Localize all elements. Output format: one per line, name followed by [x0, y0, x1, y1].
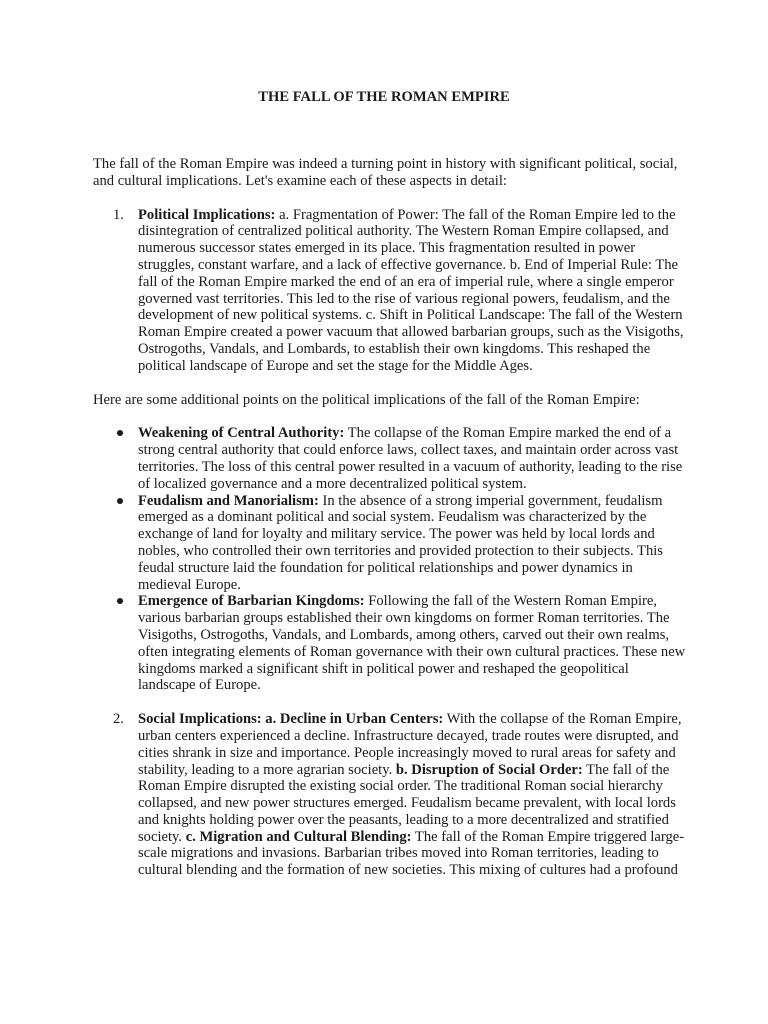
bullet-heading: Weakening of Central Authority: [138, 425, 345, 442]
document-body [93, 156, 688, 879]
bullet-text: Following the fall of the Western Roman Empire, various barbarian groups established their own kingdoms on former Roman territories. The Visigoths, Ostrogoths, Vandals, and Lombards, among others, carved out their own realms, often integrating elements of Roman governance with their own cultural practices. These new kingdoms marked a significant shift in political power and reshaped the geopolitical landscape of Europe. [138, 593, 686, 694]
bullet-heading: Emergence of Barbarian Kingdoms: [138, 593, 365, 610]
political-implications-item [93, 207, 688, 375]
item-text: a. Fragmentation of Power: The fall of the Roman Empire led to the disintegration of centralized political authority. The Western Roman Empire collapsed, and numerous successor states emerged in its place. This fragmentation resulted in power struggles, constant warfare, and a lack of effective governance. b. End of Imperial Rule: The fall of the Roman Empire marked the end of an era of imperial rule, where a single emperor governed vast territories. This led to the rise of various regional powers, feudalism, and the development of new political systems. c. Shift in Political Landscape: The fall of the Western Roman Empire created a power vacuum that allowed barbarian groups, such as the Visigoths, Ostrogoths, Vandals, and Lombards, to establish their own kingdoms. This reshaped the political landscape of Europe and set the stage for the Middle Ages. [138, 206, 684, 374]
item-heading: Social Implications: a. Decline in Urban Centers: [138, 711, 444, 728]
bullet-text: In the absence of a strong imperial government, feudalism emerged as a dominant political and social system. Feudalism was characterized by the exchange of land for loyalty and military service. The power was held by local lords and nobles, who controlled their own territories and provided protection to their subjects. This feudal structure laid the foundation for political relationships and power dynamics in medieval Europe. [138, 492, 663, 593]
bullet-item-barbarian-kingdoms [93, 593, 688, 694]
item-text: The fall of the Roman Empire triggered large-scale migrations and invasions. Barbarian tribes moved into Roman territories, leading to cultural blending and the formation of new societies. This mixing of cultures had a profound [138, 828, 685, 879]
item-heading: Political Implications: [138, 206, 276, 223]
bullet-item-central-authority [93, 425, 688, 492]
item-text: The fall of the Roman Empire disrupted the existing social order. The traditional Roman social hierarchy collapsed, and new power structures emerged. Feudalism became prevalent, with local lords and knights holding power over the peasants, leading to a more decentralized and stratified society. [138, 761, 676, 845]
bullet-dot-icon [117, 430, 123, 436]
item-subheading: b. Disruption of Social Order: [395, 761, 583, 778]
item-text: With the collapse of the Roman Empire, urban centers experienced a decline. Infrastructure decayed, trade routes were disrupted, and cities shrank in size and importance. People increasingly moved to rural areas for safety and stability, leading to a more agrarian society. [138, 711, 682, 778]
bullet-text: The collapse of the Roman Empire marked the end of a strong central authority that could enforce laws, collect taxes, and maintain order across vast territories. The loss of this central power resulted in a vacuum of authority, leading to the rise of localized governance and a more decentralized political system. [138, 425, 683, 492]
social-implications-item [93, 711, 688, 879]
additional-points-intro: Here are some additional points on the political implications of the fall of the Roman Empire: [93, 391, 640, 408]
document-title: THE FALL OF THE ROMAN EMPIRE [258, 89, 510, 105]
list-number: 2. [113, 711, 124, 728]
list-number: 1. [113, 206, 124, 223]
bullet-heading: Feudalism and Manorialism: [138, 492, 319, 509]
bullet-dot-icon [117, 498, 123, 504]
item-subheading: c. Migration and Cultural Blending: [185, 828, 412, 845]
bullet-dot-icon [117, 598, 123, 604]
intro-paragraph: The fall of the Roman Empire was indeed a turning point in history with significant political, social, and cultural implications. Let's examine each of these aspects in detail: [93, 156, 678, 189]
bullet-item-feudalism [93, 493, 688, 594]
bullet-list [93, 425, 688, 694]
